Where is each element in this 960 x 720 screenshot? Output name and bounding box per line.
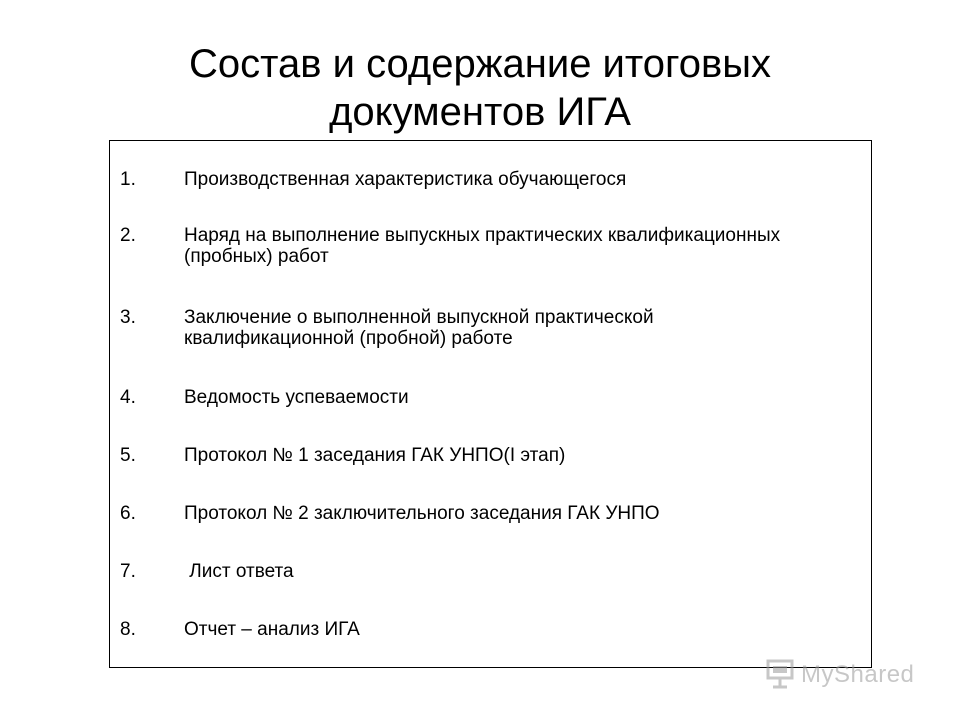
slide-title	[80, 40, 880, 136]
list-item-number: 2.	[120, 225, 136, 246]
list-item-number: 3.	[120, 307, 136, 328]
list-item-number: 6.	[120, 503, 136, 524]
list-item-text: Отчет – анализ ИГА	[184, 619, 360, 640]
list-item-number: 4.	[120, 387, 136, 408]
list-item-text: Протокол № 2 заключительного заседания ГАК УНПО	[184, 503, 660, 524]
documents-list-box	[109, 140, 872, 668]
list-item-number: 8.	[120, 619, 136, 640]
list-item-number: 7.	[120, 561, 136, 582]
presentation-board-icon	[765, 657, 795, 694]
slide-title-line-2: документов ИГА	[329, 90, 631, 134]
list-item-number: 1.	[120, 169, 136, 190]
list-item-text: Производственная характеристика обучающегося	[184, 169, 627, 190]
list-item-text: Ведомость успеваемости	[184, 387, 409, 408]
list-item-text: Протокол № 1 заседания ГАК УНПО(I этап)	[184, 445, 566, 466]
list-item-text: Наряд на выполнение выпускных практических квалификационных (пробных) работ	[184, 225, 781, 267]
list-item-text: Лист ответа	[184, 561, 294, 582]
myshared-watermark	[765, 657, 914, 693]
slide-title-line-1: Состав и содержание итоговых	[189, 42, 771, 86]
watermark-text: MyShared	[801, 661, 915, 688]
list-item-text: Заключение о выполненной выпускной практической квалификационной (пробной) работе	[184, 307, 654, 349]
list-item-number: 5.	[120, 445, 136, 466]
